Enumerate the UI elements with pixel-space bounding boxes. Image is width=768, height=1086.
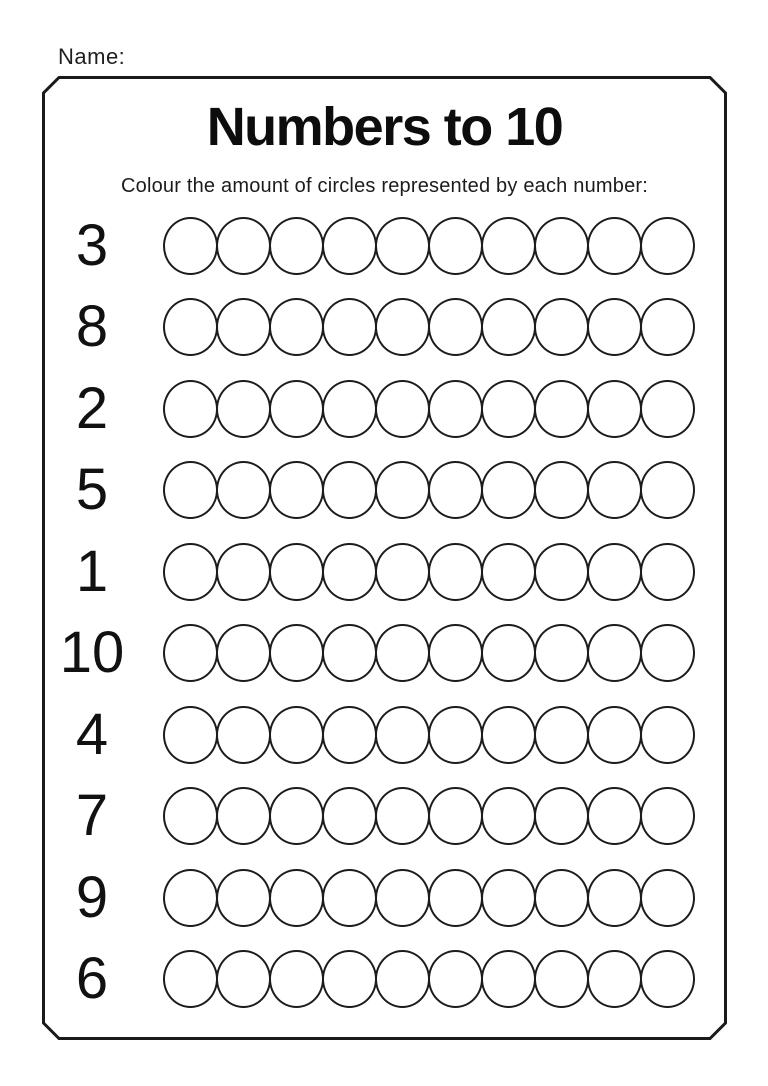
circle-row (163, 217, 693, 275)
circle[interactable] (587, 624, 642, 682)
circle[interactable] (428, 787, 483, 845)
circle[interactable] (269, 950, 324, 1008)
circle[interactable] (481, 950, 536, 1008)
worksheet-row (42, 450, 727, 532)
row-number: 10 (59, 620, 125, 686)
circle[interactable] (269, 787, 324, 845)
circle[interactable] (428, 298, 483, 356)
circle[interactable] (163, 624, 218, 682)
circle[interactable] (534, 298, 589, 356)
circle[interactable] (481, 706, 536, 764)
circle[interactable] (587, 380, 642, 438)
worksheet-row (42, 287, 727, 369)
circle-row (163, 787, 693, 845)
circle[interactable] (163, 461, 218, 519)
row-number: 7 (75, 783, 109, 849)
row-number: 3 (75, 212, 109, 278)
worksheet-frame (42, 76, 727, 1040)
circle[interactable] (322, 787, 377, 845)
circle[interactable] (428, 869, 483, 927)
circle[interactable] (375, 950, 430, 1008)
circle-row (163, 624, 693, 682)
circle[interactable] (534, 706, 589, 764)
circle[interactable] (269, 217, 324, 275)
circle[interactable] (640, 787, 695, 845)
circle[interactable] (163, 787, 218, 845)
circle[interactable] (322, 217, 377, 275)
circle[interactable] (587, 217, 642, 275)
circle[interactable] (534, 543, 589, 601)
circle[interactable] (375, 787, 430, 845)
circle[interactable] (428, 543, 483, 601)
circle[interactable] (640, 461, 695, 519)
circle[interactable] (322, 298, 377, 356)
worksheet-row (42, 694, 727, 776)
circle-row (163, 461, 693, 519)
circle[interactable] (481, 298, 536, 356)
circle[interactable] (375, 706, 430, 764)
circle[interactable] (216, 869, 271, 927)
circle[interactable] (375, 380, 430, 438)
circle[interactable] (640, 217, 695, 275)
circle[interactable] (428, 706, 483, 764)
circle[interactable] (375, 217, 430, 275)
row-number: 2 (75, 375, 109, 441)
circle[interactable] (269, 624, 324, 682)
circle[interactable] (481, 543, 536, 601)
circle[interactable] (163, 217, 218, 275)
worksheet-row (42, 613, 727, 695)
circle[interactable] (322, 461, 377, 519)
circle[interactable] (322, 950, 377, 1008)
circle[interactable] (216, 787, 271, 845)
circle[interactable] (587, 461, 642, 519)
circle-row (163, 298, 693, 356)
circle[interactable] (534, 869, 589, 927)
worksheet-row (42, 776, 727, 858)
circle[interactable] (163, 869, 218, 927)
circle[interactable] (216, 543, 271, 601)
circle[interactable] (375, 461, 430, 519)
circle[interactable] (375, 869, 430, 927)
circle[interactable] (534, 950, 589, 1008)
circle-row (163, 950, 693, 1008)
worksheet-row (42, 205, 727, 287)
circle[interactable] (481, 217, 536, 275)
circle[interactable] (163, 950, 218, 1008)
circle[interactable] (481, 380, 536, 438)
circle[interactable] (216, 380, 271, 438)
circle[interactable] (216, 461, 271, 519)
circle[interactable] (534, 624, 589, 682)
row-number: 6 (75, 946, 109, 1012)
circle[interactable] (163, 543, 218, 601)
circle[interactable] (322, 706, 377, 764)
circle[interactable] (216, 217, 271, 275)
circle[interactable] (428, 461, 483, 519)
circle-row (163, 380, 693, 438)
circle[interactable] (481, 787, 536, 845)
circle[interactable] (428, 950, 483, 1008)
row-number: 9 (75, 864, 109, 930)
circle[interactable] (216, 706, 271, 764)
circle[interactable] (375, 298, 430, 356)
circle[interactable] (269, 543, 324, 601)
circle[interactable] (640, 298, 695, 356)
name-label: Name: (58, 44, 126, 69)
worksheet-row (42, 857, 727, 939)
circle[interactable] (163, 380, 218, 438)
circle[interactable] (640, 543, 695, 601)
circle[interactable] (269, 869, 324, 927)
circle[interactable] (481, 461, 536, 519)
circle[interactable] (587, 787, 642, 845)
circle[interactable] (428, 380, 483, 438)
circle[interactable] (163, 298, 218, 356)
circle[interactable] (481, 869, 536, 927)
circle[interactable] (481, 624, 536, 682)
circle[interactable] (640, 624, 695, 682)
circle[interactable] (216, 950, 271, 1008)
circle[interactable] (163, 706, 218, 764)
circle[interactable] (534, 380, 589, 438)
worksheet-row (42, 368, 727, 450)
circle[interactable] (534, 787, 589, 845)
worksheet-row (42, 939, 727, 1021)
circle[interactable] (587, 706, 642, 764)
circle[interactable] (640, 950, 695, 1008)
circle[interactable] (269, 380, 324, 438)
circle-row (163, 543, 693, 601)
circle[interactable] (216, 298, 271, 356)
worksheet-instructions: Colour the amount of circles represented by each number: (120, 175, 649, 197)
circle[interactable] (640, 869, 695, 927)
circle[interactable] (587, 543, 642, 601)
worksheet-title: Numbers to 10 (206, 97, 563, 157)
circle[interactable] (534, 217, 589, 275)
circle-row (163, 869, 693, 927)
row-number: 4 (75, 701, 109, 767)
circle[interactable] (322, 624, 377, 682)
circle[interactable] (428, 624, 483, 682)
row-number: 1 (75, 538, 109, 604)
circle-row (163, 706, 693, 764)
circle[interactable] (269, 706, 324, 764)
circle[interactable] (640, 380, 695, 438)
circle[interactable] (269, 461, 324, 519)
circle[interactable] (534, 461, 589, 519)
row-number: 8 (75, 294, 109, 360)
circle[interactable] (216, 624, 271, 682)
circle[interactable] (640, 706, 695, 764)
circle[interactable] (587, 298, 642, 356)
circle[interactable] (587, 869, 642, 927)
row-number: 5 (75, 457, 109, 523)
worksheet-rows (42, 205, 727, 1020)
circle[interactable] (587, 950, 642, 1008)
circle[interactable] (269, 298, 324, 356)
circle[interactable] (428, 217, 483, 275)
circle[interactable] (322, 543, 377, 601)
circle[interactable] (322, 869, 377, 927)
worksheet-row (42, 531, 727, 613)
circle[interactable] (375, 543, 430, 601)
circle[interactable] (322, 380, 377, 438)
circle[interactable] (375, 624, 430, 682)
